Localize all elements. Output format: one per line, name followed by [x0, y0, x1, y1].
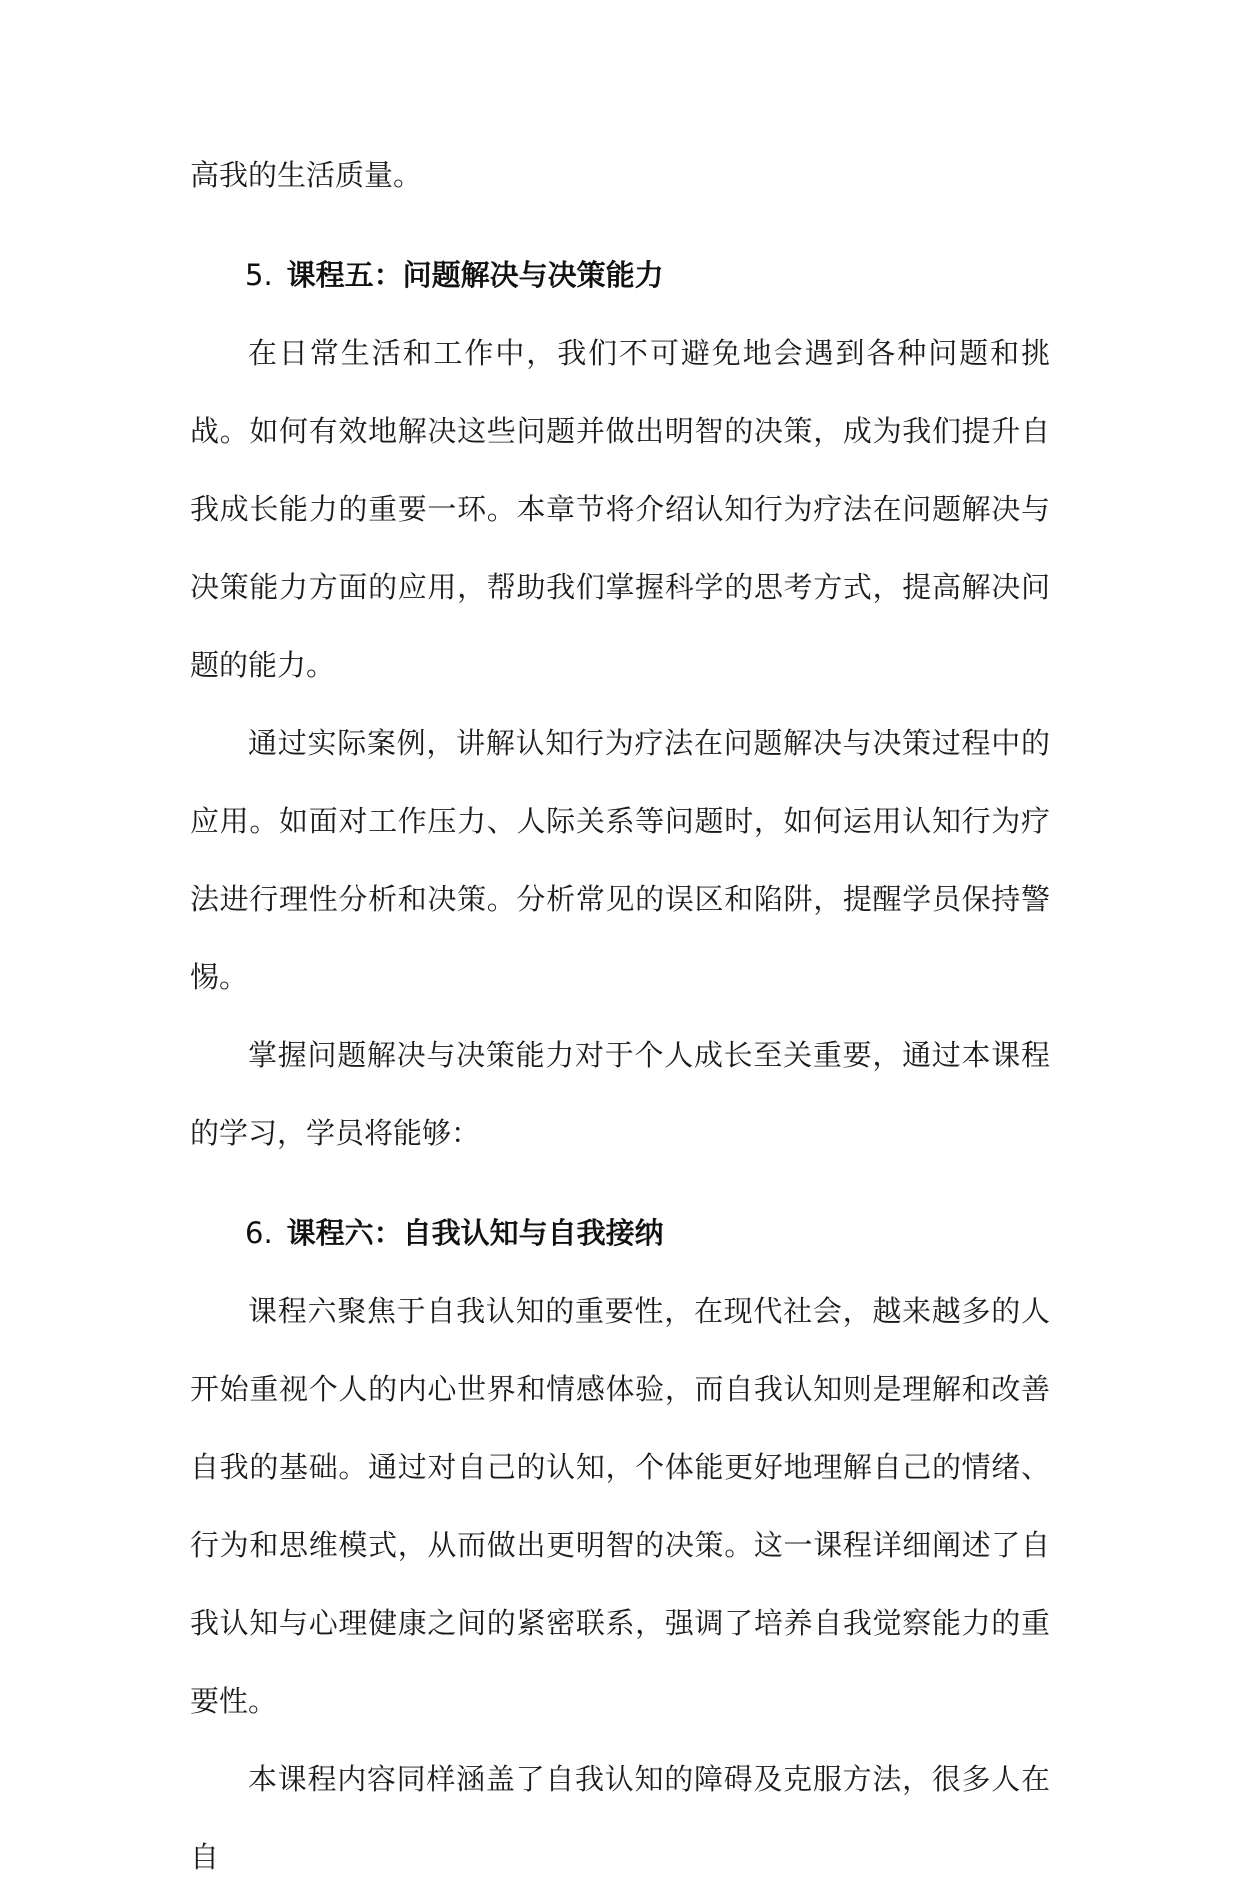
section-6-heading — [190, 1194, 1050, 1272]
section-5-number: 5. — [245, 258, 273, 292]
section-5-title: 课程五：问题解决与决策能力 — [286, 258, 664, 292]
section-gap — [190, 1172, 1050, 1194]
lead-paragraph: 高我的生活质量。 — [190, 158, 423, 192]
section-gap — [190, 214, 1050, 236]
section-6-title: 课程六：自我认知与自我接纳 — [286, 1216, 664, 1250]
document-body — [190, 136, 1050, 1896]
section-5-paragraph-1: 在日常生活和工作中，我们不可避免地会遇到各种问题和挑战。如何有效地解决这些问题并做出明智的决策，成为我们提升自我成长能力的重要一环。本章节将介绍认知行为疗法在问题解决与决策能力方面的应用，帮助我们掌握科学的思考方式，提高解决问题的能力。 — [190, 336, 1050, 682]
section-6-paragraph-2: 本课程内容同样涵盖了自我认知的障碍及克服方法，很多人在自 — [190, 1762, 1050, 1874]
section-6-paragraph-1: 课程六聚焦于自我认知的重要性，在现代社会，越来越多的人开始重视个人的内心世界和情感体验，而自我认知则是理解和改善自我的基础。通过对自己的认知，个体能更好地理解自己的情绪、行为和思维模式，从而做出更明智的决策。这一课程详细阐述了自我认知与心理健康之间的紧密联系，强调了培养自我觉察能力的重要性。 — [190, 1294, 1050, 1718]
section-5-paragraph-3: 掌握问题解决与决策能力对于个人成长至关重要，通过本课程的学习，学员将能够： — [190, 1038, 1050, 1150]
section-5-paragraph-2: 通过实际案例，讲解认知行为疗法在问题解决与决策过程中的应用。如面对工作压力、人际关系等问题时，如何运用认知行为疗法进行理性分析和决策。分析常见的误区和陷阱，提醒学员保持警惕。 — [190, 726, 1050, 994]
section-6-number: 6. — [245, 1216, 273, 1250]
section-5-heading — [190, 236, 1050, 314]
